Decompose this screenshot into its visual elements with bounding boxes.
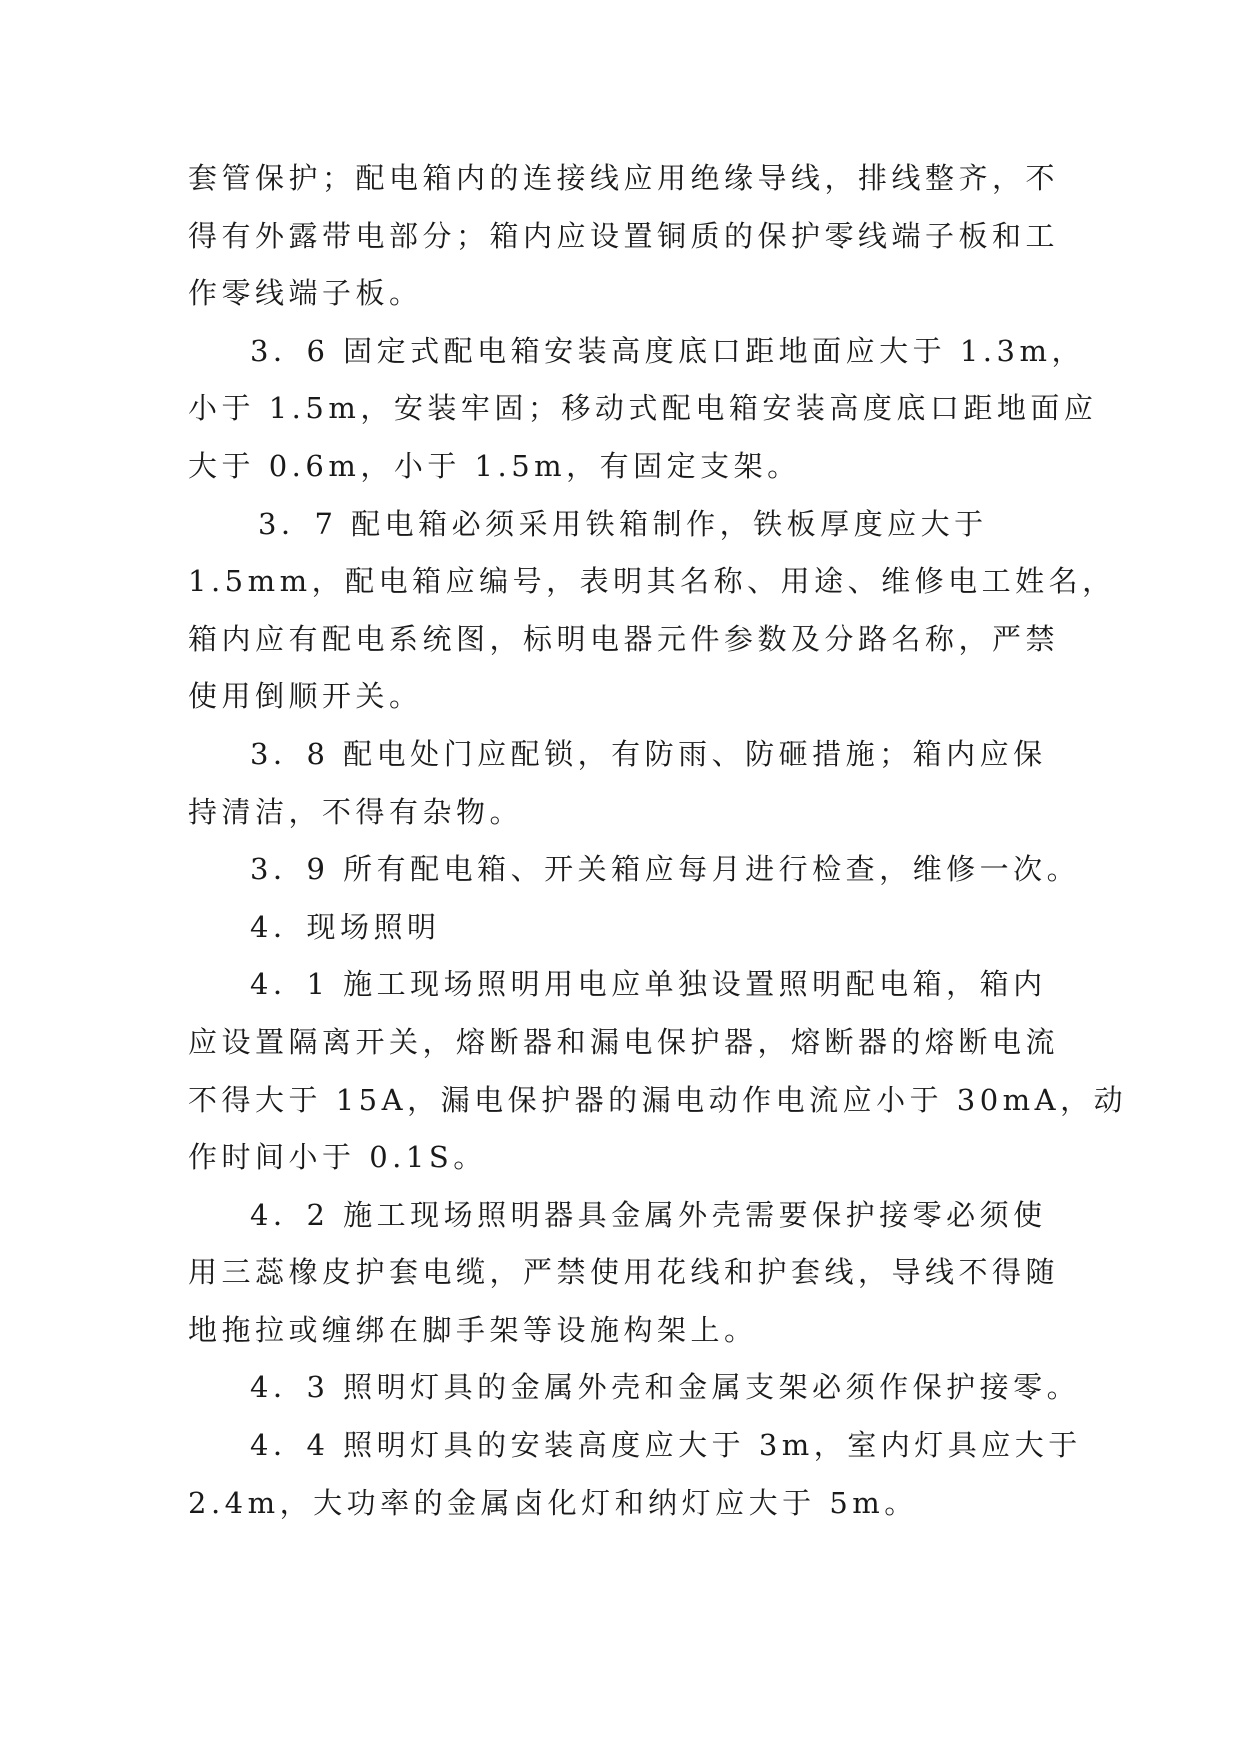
text-line: 4．2 施工现场照明器具金属外壳需要保护接零必须使 [250, 1197, 1047, 1232]
document-page [188, 150, 1128, 1532]
text-line: 3．9 所有配电箱、开关箱应每月进行检查，维修一次。 [250, 852, 1081, 887]
text-line: 得有外露带电部分；箱内应设置铜质的保护零线端子板和工 [188, 218, 1060, 253]
text-line: 4．3 照明灯具的金属外壳和金属支架必须作保护接零。 [250, 1370, 1081, 1405]
text-line: 应设置隔离开关，熔断器和漏电保护器，熔断器的熔断电流 [188, 1024, 1060, 1059]
text-line: 持清洁，不得有杂物。 [188, 794, 524, 829]
text-line: 3．6 固定式配电箱安装高度底口距地面应大于 1.3m， [250, 333, 1085, 368]
text-line: 4．4 照明灯具的安装高度应大于 3m，室内灯具应大于 [250, 1428, 1082, 1463]
text-line: 4．1 施工现场照明用电应单独设置照明配电箱，箱内 [250, 967, 1047, 1002]
text-line: 不得大于 15A，漏电保护器的漏电动作电流应小于 30mA，动 [188, 1082, 1128, 1117]
text-line: 地拖拉或缠绑在脚手架等设施构架上。 [188, 1312, 758, 1347]
text-line: 2.4m，大功率的金属卤化灯和纳灯应大于 5m。 [188, 1485, 918, 1520]
text-line: 使用倒顺开关。 [188, 679, 423, 714]
text-line: 用三蕊橡皮护套电缆，严禁使用花线和护套线，导线不得随 [188, 1255, 1060, 1290]
text-line: 作零线端子板。 [188, 276, 423, 311]
text-line: 箱内应有配电系统图，标明电器元件参数及分路名称，严禁 [188, 621, 1060, 656]
text-line: 1.5mm，配电箱应编号，表明其名称、用途、维修电工姓名， [188, 564, 1116, 599]
section-heading: 4．现场照明 [250, 909, 441, 944]
text-line: 3．7 配电箱必须采用铁箱制作，铁板厚度应大于 [258, 506, 988, 541]
text-line: 套管保护；配电箱内的连接线应用绝缘导线，排线整齐，不 [188, 161, 1060, 195]
text-line: 大于 0.6m，小于 1.5m，有固定支架。 [188, 448, 801, 483]
text-line: 作时间小于 0.1S。 [188, 1140, 487, 1175]
text-line: 小于 1.5m，安装牢固；移动式配电箱安装高度底口距地面应 [188, 391, 1098, 426]
text-line: 3．8 配电处门应配锁，有防雨、防砸措施；箱内应保 [250, 736, 1047, 771]
